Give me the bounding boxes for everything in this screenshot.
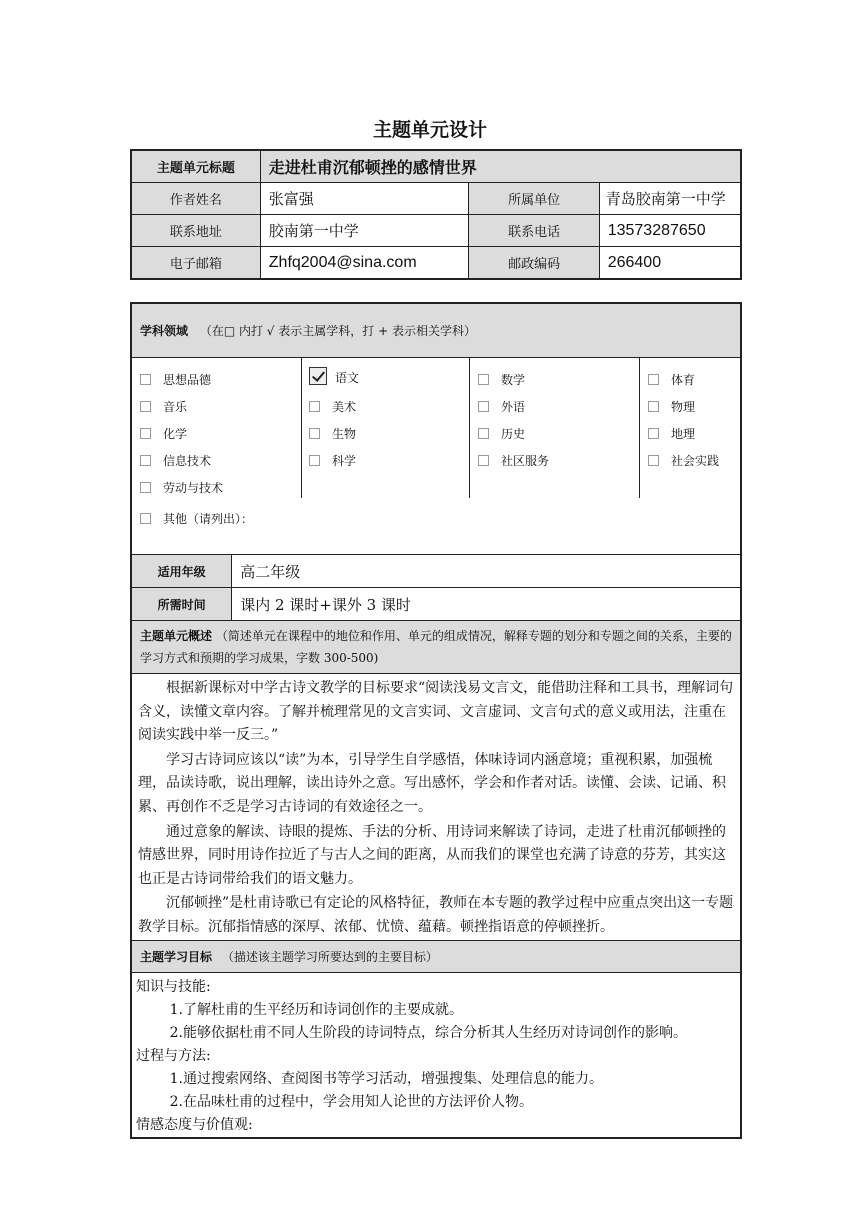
author-label: 作者姓名: [131, 183, 260, 215]
subject-checklist: [131, 358, 741, 555]
subject-option[interactable]: 历史: [478, 425, 525, 442]
subject-option[interactable]: 化学: [140, 425, 187, 442]
goal-item: 1.了解杜甫的生平经历和诗词创作的主要成就。: [169, 1001, 463, 1018]
unit-design-table: [130, 302, 742, 1139]
subject-option[interactable]: 音乐: [140, 398, 187, 415]
checkbox-icon: [648, 374, 659, 385]
checkbox-icon: [648, 428, 659, 439]
goal-item: 2.在品味杜甫的过程中，学会用知人论世的方法评价人物。: [169, 1093, 533, 1110]
subject-option[interactable]: 外语: [478, 398, 525, 415]
checkbox-icon: [478, 455, 489, 466]
subject-option[interactable]: 地理: [648, 425, 695, 442]
zip-label: 邮政编码: [469, 247, 599, 280]
subject-option-checked[interactable]: 语文: [309, 367, 359, 386]
checkbox-icon: [309, 455, 320, 466]
checkbox-icon: [309, 401, 320, 412]
checkbox-icon: [648, 401, 659, 412]
grade-label: 适用年级: [131, 555, 232, 588]
subject-option[interactable]: 数学: [478, 371, 525, 388]
phone-value: 13573287650: [599, 215, 741, 247]
checkbox-icon: [140, 428, 151, 439]
knowledge-label: 知识与技能:: [136, 978, 211, 995]
zip-value: 266400: [599, 247, 741, 280]
goals-body: [131, 972, 741, 1138]
overview-paragraph: 学习古诗词应该以“读”为本，引导学生自学感悟，体味诗词内涵意境；重视积累，加强梳理，品读诗歌，说出理解，读出诗外之意。写出感怀，学会和作者对话。读懂、会读、记诵、积累、再创作不乏是学习古诗词的有效途径之一。: [138, 751, 726, 815]
author-info-table: [130, 149, 742, 280]
subject-option[interactable]: 社区服务: [478, 452, 549, 469]
overview-header-title: 主题单元概述: [140, 629, 213, 643]
org-label: 所属单位: [469, 183, 599, 215]
checkbox-icon: [478, 428, 489, 439]
unit-title-value: 走进杜甫沉郁顿挫的感情世界: [260, 150, 741, 183]
subject-option[interactable]: 信息技术: [140, 452, 211, 469]
overview-paragraph: 通过意象的解读、诗眼的提炼、手法的分析、用诗词来解读了诗词，走进了杜甫沉郁顿挫的情感世界，同时用诗作拉近了与古人之间的距离，从而我们的课堂也充满了诗意的芬芳，其实这也正是古诗词带给我们的语文魅力。: [138, 823, 726, 887]
subject-header-note: （在□ 内打 √ 表示主属学科，打 + 表示相关学科）: [199, 324, 476, 338]
subject-other[interactable]: 其他（请列出）：: [140, 510, 253, 527]
subject-option[interactable]: 生物: [309, 425, 356, 442]
checkbox-icon: [478, 374, 489, 385]
overview-paragraph: 根据新课标对中学古诗文教学的目标要求“阅读浅易文言文，能借助注释和工具书，理解词句含义，读懂文章内容。了解并梳理常见的文言实词、文言虚词、文言句式的意义或用法，注重在阅读实践中举一反三。”: [138, 680, 734, 744]
checkbox-icon: [140, 455, 151, 466]
checkbox-icon: [140, 482, 151, 493]
unit-title-label: 主题单元标题: [131, 150, 260, 183]
goals-header-note: （描述该主题学习所要达到的主要目标）: [221, 949, 438, 964]
subject-option[interactable]: 思想品德: [140, 371, 211, 388]
subject-header-title: 学科领域: [140, 324, 189, 338]
phone-label: 联系电话: [469, 215, 599, 247]
goals-header-title: 主题学习目标: [140, 949, 213, 964]
page-title: 主题单元设计: [372, 119, 487, 141]
email-value: Zhfq2004@sina.com: [260, 247, 469, 280]
address-label: 联系地址: [131, 215, 260, 247]
checkbox-icon: [140, 513, 151, 524]
subject-option[interactable]: 美术: [309, 398, 356, 415]
checkbox-icon: [309, 428, 320, 439]
checkbox-icon: [478, 401, 489, 412]
goals-header: [131, 940, 741, 972]
time-label: 所需时间: [131, 588, 232, 621]
attitude-label: 情感态度与价值观:: [136, 1116, 253, 1133]
email-label: 电子邮箱: [131, 247, 260, 280]
subject-header: [131, 303, 741, 358]
checkbox-icon: [140, 401, 151, 412]
grade-value: 高二年级: [232, 555, 741, 588]
overview-header-note: （简述单元在课程中的地位和作用、单元的组成情况，解释专题的划分和专题之间的关系，主要的学习方式和预期的学习成果，字数 300-500): [140, 629, 732, 665]
checkbox-icon: [648, 455, 659, 466]
overview-header: [131, 621, 741, 674]
subject-option[interactable]: 体育: [648, 371, 695, 388]
overview-body: [131, 674, 741, 941]
process-label: 过程与方法:: [136, 1047, 211, 1064]
checked-checkbox-icon: [309, 367, 327, 385]
subject-option[interactable]: 劳动与技术: [140, 479, 223, 496]
overview-paragraph: 沉郁顿挫”是杜甫诗歌已有定论的风格特征，教师在本专题的教学过程中应重点突出这一专题教学目标。沉郁指情感的深厚、浓郁、忧愤、蕴藉。顿挫指语意的停顿挫折。: [138, 895, 734, 935]
checkbox-icon: [140, 374, 151, 385]
org-value: 青岛胶南第一中学: [599, 183, 741, 215]
subject-option[interactable]: 物理: [648, 398, 695, 415]
goal-item: 2.能够依据杜甫不同人生阶段的诗词特点，综合分析其人生经历对诗词创作的影响。: [169, 1024, 687, 1041]
time-value: 课内 2 课时+课外 3 课时: [232, 588, 741, 621]
goal-item: 1.通过搜索网络、查阅图书等学习活动，增强搜集、处理信息的能力。: [169, 1070, 603, 1087]
author-value: 张富强: [260, 183, 469, 215]
address-value: 胶南第一中学: [260, 215, 469, 247]
subject-option[interactable]: 社会实践: [648, 452, 719, 469]
subject-option[interactable]: 科学: [309, 452, 356, 469]
